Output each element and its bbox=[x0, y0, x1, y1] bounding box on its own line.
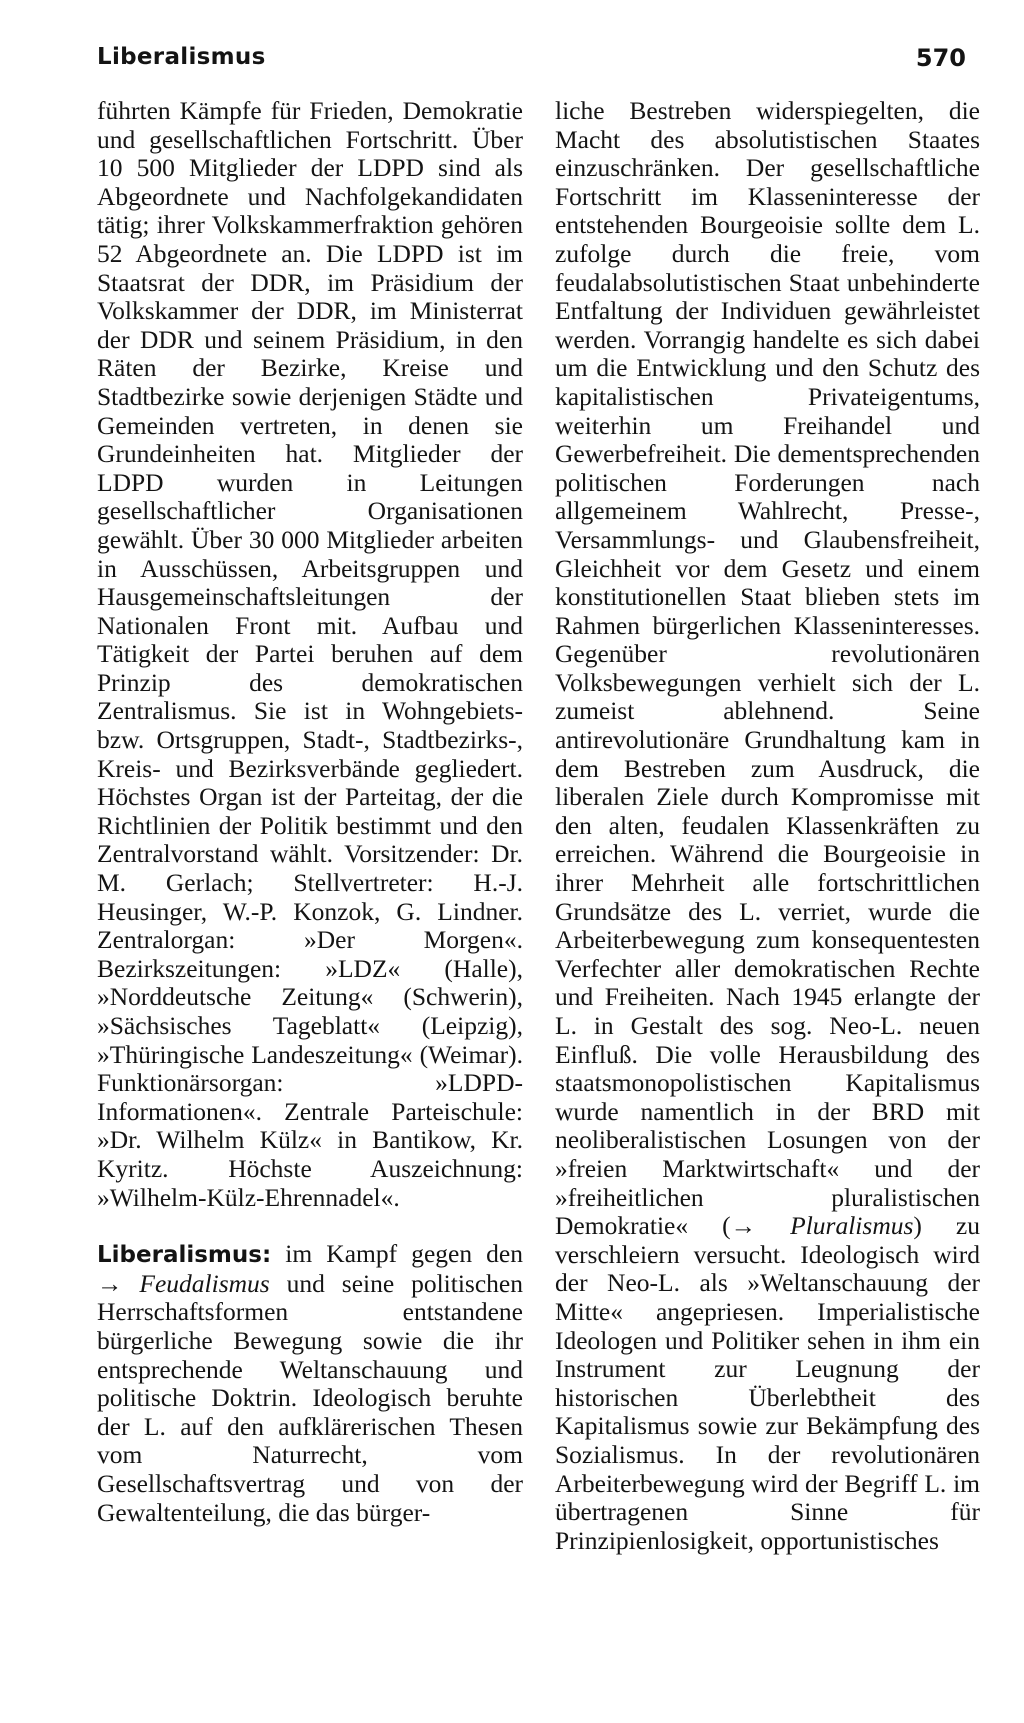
headword: Liberalismus: bbox=[97, 1242, 272, 1269]
left-column bbox=[97, 97, 523, 1527]
cross-reference-feudalismus: Feudalismus bbox=[139, 1268, 270, 1298]
right-column-paragraph bbox=[555, 97, 980, 1555]
entry-text-a: im Kampf gegen den bbox=[271, 1239, 523, 1269]
cross-reference-arrow-icon: → bbox=[97, 1268, 123, 1298]
right-column bbox=[555, 97, 980, 1555]
page-header bbox=[97, 44, 966, 84]
right-text-a: liche Bestreben widerspiegelten, die Macht des absolutistischen Staates einzuschränken. Der gesellschaftliche Fortschritt im Klasseninteresse der entstehenden Bourgeoisie sollte dem L. zufolge durch die freie, vom feudalabsolutistischen Staat unbehinderte Entfaltung der Individuen gewährleistet werden. Vorrangig handelte es sich dabei um die Entwicklung und den Schutz des kapitalistischen Privateigentums, weiterhin um Freihandel und Gewerbefreiheit. Die dementsprechenden politischen Forderungen nach allgemeinem Wahlrecht, Presse-, Versammlungs- und Glaubensfreiheit, Gleichheit vor dem Gesetz und einem konstitutionellen Staat blieben stets im Rahmen bürgerlichen Klasseninteresses. Gegenüber revolutionären Volksbewegungen verhielt sich der L. zumeist ablehnend. Seine antirevolutionäre Grundhaltung kam in dem Bestreben zum Ausdruck, die liberalen Ziele durch Kompromisse mit den alten, feudalen Klassenkräften zu erreichen. Während die Bourgeoisie in ihrer Mehrheit alle fortschrittlichen Grundsätze des L. verriet, wurde die Arbeiterbewegung zum konsequentesten Verfechter aller demokratischen Rechte und Freiheiten. Nach 1945 erlangte der L. in Gestalt des sog. Neo-L. neuen Einfluß. Die volle Herausbildung des staatsmonopolistischen Kapitalismus wurde namentlich in der BRD mit neoliberalistischen Losungen von der »freien Marktwirtschaft« und der »freiheitlichen pluralistischen Demokratie« ( bbox=[555, 96, 980, 1241]
cross-reference-arrow-icon: → bbox=[730, 1211, 757, 1241]
entry-liberalismus bbox=[97, 1240, 523, 1527]
right-text-b: ) zu verschleiern versucht. Ideologisch wird der Neo-L. als »Weltanschauung der Mitte« angepriesen. Imperialistische Ideologen und Politiker sehen in ihm ein Instrument zur Leugnung der historischen Überlebtheit des Kapitalismus sowie zur Bekämpfung des Sozialismus. In der revolutionären Arbeiterbewegung wird der Begriff L. im übertragenen Sinne für Prinzipienlosigkeit, opportunistisches bbox=[555, 1211, 980, 1555]
running-head: Liberalismus bbox=[97, 44, 266, 70]
page-number: 570 bbox=[915, 44, 966, 72]
continuation-paragraph: führten Kämpfe für Frieden, Demokratie und gesellschaftlichen Fortschritt. Über 10 500 Mitglieder der LDPD sind als Abgeordnete und Nachfolgekandidaten tätig; ihrer Volkskammerfraktion gehören 52 Abgeordnete an. Die LDPD ist im Staatsrat der DDR, im Präsidium der Volkskammer der DDR, im Ministerrat der DDR und seinem Präsidium, in den Räten der Bezirke, Kreise und Stadtbezirke sowie derjenigen Städte und Gemeinden vertreten, in denen sie Grundeinheiten hat. Mitglieder der LDPD wurden in Leitungen gesellschaftlicher Organisationen gewählt. Über 30 000 Mitglieder arbeiten in Ausschüssen, Arbeitsgruppen und Hausgemeinschaftsleitungen der Nationalen Front mit. Aufbau und Tätigkeit der Partei beruhen auf dem Prinzip des demokratischen Zentralismus. Sie ist in Wohngebiets- bzw. Ortsgruppen, Stadt-, Stadtbezirks-, Kreis- und Bezirksverbände gegliedert. Höchstes Organ ist der Parteitag, der die Richtlinien der Politik bestimmt und den Zentralvorstand wählt. Vorsitzender: Dr. M. Gerlach; Stellvertreter: H.-J. Heusinger, W.-P. Konzok, G. Lindner. Zentralorgan: »Der Morgen«. Bezirkszeitungen: »LDZ« (Halle), »Norddeutsche Zeitung« (Schwerin), »Sächsisches Tageblatt« (Leipzig), »Thüringische Landeszeitung« (Weimar). Funktionärsorgan: »LDPD-Informationen«. Zentrale Parteischule: »Dr. Wilhelm Külz« in Bantikow, Kr. Kyritz. Höchste Auszeichnung: »Wilhelm-Külz-Ehrennadel«. bbox=[97, 96, 523, 1212]
cross-reference-pluralismus: Pluralismus bbox=[790, 1211, 914, 1241]
entry-text-b: und seine politischen Herrschaftsformen entstandene bürgerliche Bewegung sowie die ihr entsprechende Weltanschauung und politische Doktrin. Ideologisch beruhte der L. auf den aufklärerischen Thesen vom Naturrecht, vom Gesellschaftsvertrag und von der Gewaltenteilung, die das bürger- bbox=[97, 1268, 523, 1527]
